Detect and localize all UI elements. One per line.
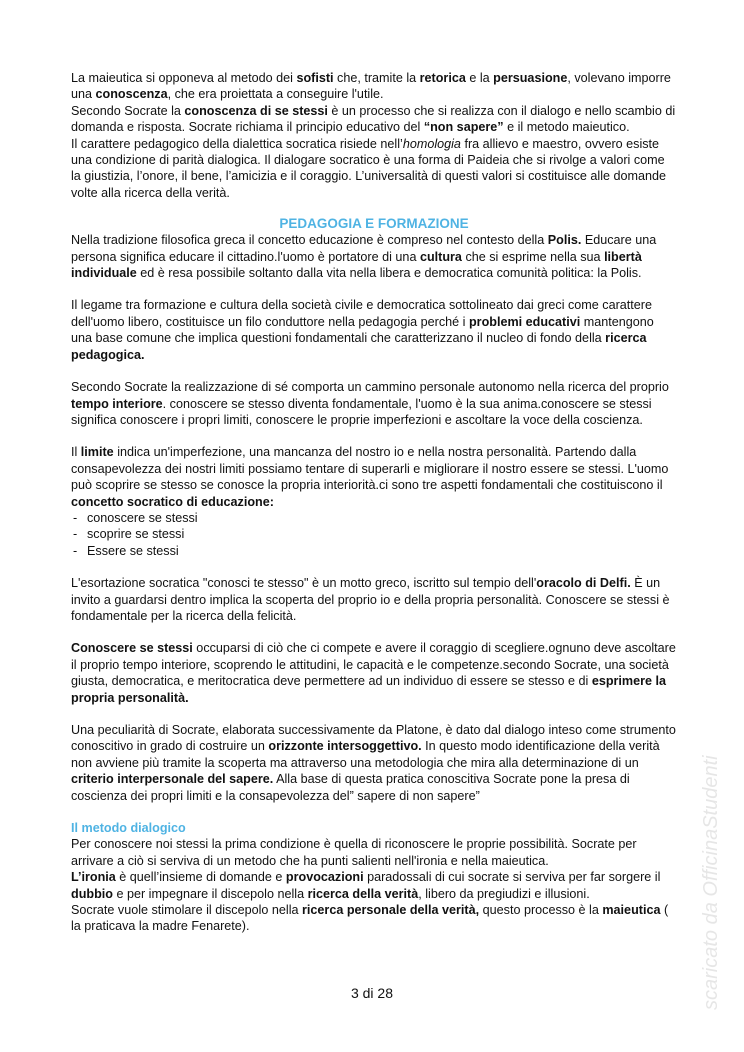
paragraph-conoscenza-di-se — [71, 103, 677, 136]
paragraph-maieutica-sofisti — [71, 70, 677, 103]
section-heading-pedagogia: PEDAGOGIA E FORMAZIONE — [279, 216, 469, 232]
bold-text: “non sapere” — [423, 120, 504, 135]
aspects-list — [71, 510, 677, 559]
text-run: , libero da pregiudizi e illusioni. — [418, 886, 590, 901]
bold-text: Conoscere se stessi — [71, 641, 193, 656]
bold-text: ricerca pedagogica. — [71, 331, 647, 362]
text-run: Alla base di questa pratica conoscitiva Socrate pone la presa di coscienza dei propri limiti e la consapevolezza del” sapere di non sapere” — [71, 772, 630, 803]
bold-text: cultura — [419, 249, 462, 264]
text-run: è un processo che si realizza con il dialogo e nello scambio di domanda e risposta. Socrate richiama il principio educativo del — [71, 103, 676, 135]
text-run: è quell’insieme di domande e — [115, 870, 286, 885]
bold-text: L’ironia — [71, 870, 116, 885]
text-run: , che era proiettata a conseguire l'utile. — [167, 87, 384, 102]
bold-text: tempo interiore — [71, 396, 163, 411]
bold-text: problemi educativi — [468, 314, 581, 329]
section-heading-metodo-dialogico: Il metodo dialogico — [71, 821, 186, 836]
paragraph-tempo-interiore — [71, 379, 677, 428]
text-run: Il — [71, 445, 81, 460]
bold-text: provocazioni — [285, 870, 364, 885]
text-run: occuparsi di ciò che ci compete e avere il coraggio di scegliere.ognuno deve ascoltare il proprio tempo interiore, scoprendo le attitudini, le capacità e le competenze.secondo Socrate, una società giusta, democratica, e meritocratica deve permettere ad un individuo di essere se stesso e di — [71, 641, 676, 689]
text-run: La maieutica si opponeva al metodo dei — [71, 71, 297, 85]
bold-text: libertà individuale — [71, 249, 642, 281]
list-item: - Essere se stessi — [71, 543, 677, 559]
paragraph-legame-formazione — [71, 297, 677, 363]
text-run: che si esprime nella sua — [461, 249, 605, 264]
text-run: e il metodo maieutico. — [503, 120, 630, 135]
document-body — [71, 70, 677, 935]
page-number: 3 di 28 — [350, 985, 394, 1001]
paragraph-homologia — [71, 136, 677, 202]
bold-text: maieutica — [602, 903, 661, 918]
text-run: Il legame tra formazione e cultura della società civile e democratica sottolineato dai greci come carattere dell'uomo libero, costituisce un filo conduttore nella pedagogia perché i — [71, 298, 652, 329]
text-run: paradossali di cui socrate si serviva per far sorgere il — [363, 870, 661, 885]
bold-text: limite — [80, 445, 114, 460]
paragraph-ironia — [71, 869, 677, 902]
text-run: L'esortazione socratica "conosci te stesso" è un motto greco, iscritto sul tempio dell' — [71, 576, 537, 591]
paragraph-orizzonte-intersoggettivo — [71, 722, 677, 804]
watermark: scaricato da OfficinaStudenti — [700, 755, 722, 1010]
paragraph-conoscere-se-stessi — [71, 640, 677, 706]
bold-text: concetto socratico di educazione: — [71, 494, 274, 509]
text-run: Socrate vuole stimolare il discepolo nella — [71, 903, 303, 918]
text-run: mantengono una base comune che implica questioni fondamentali che caratterizzano il nucleo di fondo della — [71, 314, 654, 346]
text-run: indica un'imperfezione, una mancanza del nostro io e nella nostra personalità. Partendo dalla consapevolezza dei nostri limiti possiamo tentare di superarli e migliorare il nostro essere se stessi. L'uomo può scoprire se stesso se conosce la propria interiorità.ci sono tre aspetti fondamentali che costituiscono il — [71, 445, 669, 493]
bold-text: retorica — [419, 71, 466, 85]
bold-text: Polis. — [547, 233, 582, 248]
paragraph-oracolo-delfi — [71, 575, 677, 624]
text-run: In questo modo identificazione della verità non avviene più tramite la scoperta ma attraverso una metodologia che mira alla determinazione di un — [71, 739, 660, 770]
text-run: ( la praticava la madre Fenarete). — [71, 903, 669, 934]
text-run: . conoscere se stesso diventa fondamentale, l'uomo è la sua anima.conoscere se stessi significa conoscere i propri limiti, conoscere le proprie imperfezioni e ascoltare la voce della coscienza. — [71, 396, 652, 427]
paragraph-limite — [71, 444, 677, 510]
text-run: Secondo Socrate la — [71, 103, 185, 118]
text-run: fra allievo e maestro, ovvero esiste una condizione di parità dialogica. Il dialogare socratico è una forma di Paideia che si rivolge a valori come la giustizia, l’onore, il bene, l’amicizia e il coraggio. L’universalità di questi valori si costituisce alle domande volte alla ricerca della verità. — [71, 136, 667, 200]
bold-text: dubbio — [71, 886, 113, 901]
text-run: ed è resa possibile soltanto dalla vita nella libera e democratica comunità politica: la Polis. — [136, 266, 642, 281]
bold-text: ricerca personale della verità, — [302, 903, 480, 918]
italic-text: homologia — [402, 136, 461, 151]
text-run: È un invito a guardarsi dentro implica la scoperta del proprio io e della propria personalità. Conoscere se stessi è fondamentale per la ricerca della felicità. — [71, 576, 670, 623]
bold-text: oracolo di Delfi. — [536, 576, 631, 591]
list-item: - scoprire se stessi — [71, 526, 677, 542]
paragraph-polis — [71, 232, 677, 281]
bold-text: criterio interpersonale del sapere. — [71, 772, 274, 787]
bold-text: persuasione — [493, 71, 568, 85]
text-run: Per conoscere noi stessi la prima condizione è quella di riconoscere le proprie possibilità. Socrate per arrivare a ciò si serviva di un metodo che ha punti salienti nell'ironia e nella maieutica. — [71, 837, 637, 868]
text-run: che, tramite la — [333, 71, 420, 85]
text-run: questo processo è la — [479, 903, 603, 918]
paragraph-maieutica — [71, 902, 677, 935]
paragraph-possibilita — [71, 836, 677, 869]
text-run: Educare una persona significa educare il cittadino.l'uomo è portatore di una — [71, 233, 657, 264]
text-run: Nella tradizione filosofica greca il concetto educazione è compreso nel contesto della — [71, 233, 548, 248]
bold-text: sofisti — [296, 71, 334, 85]
list-item: - conoscere se stessi — [71, 510, 677, 526]
text-run: e la — [465, 71, 494, 85]
text-run: Secondo Socrate la realizzazione di sé comporta un cammino personale autonomo nella ricerca del proprio — [71, 380, 669, 395]
bold-text: esprimere la propria personalità. — [71, 674, 667, 705]
text-run: Una peculiarità di Socrate, elaborata successivamente da Platone, è dato dal dialogo inteso come strumento conoscitivo in grado di costruire un — [71, 723, 676, 754]
text-run: e per impegnare il discepolo nella — [112, 886, 308, 901]
bold-text: conoscenza di se stessi — [184, 103, 328, 118]
bold-text: orizzonte intersoggettivo. — [268, 739, 422, 754]
text-run: , volevano imporre una — [71, 71, 671, 102]
text-run: Il carattere pedagogico della dialettica socratica risiede nell’ — [71, 136, 403, 151]
bold-text: ricerca della verità — [307, 886, 419, 901]
bold-text: conoscenza — [95, 87, 168, 102]
